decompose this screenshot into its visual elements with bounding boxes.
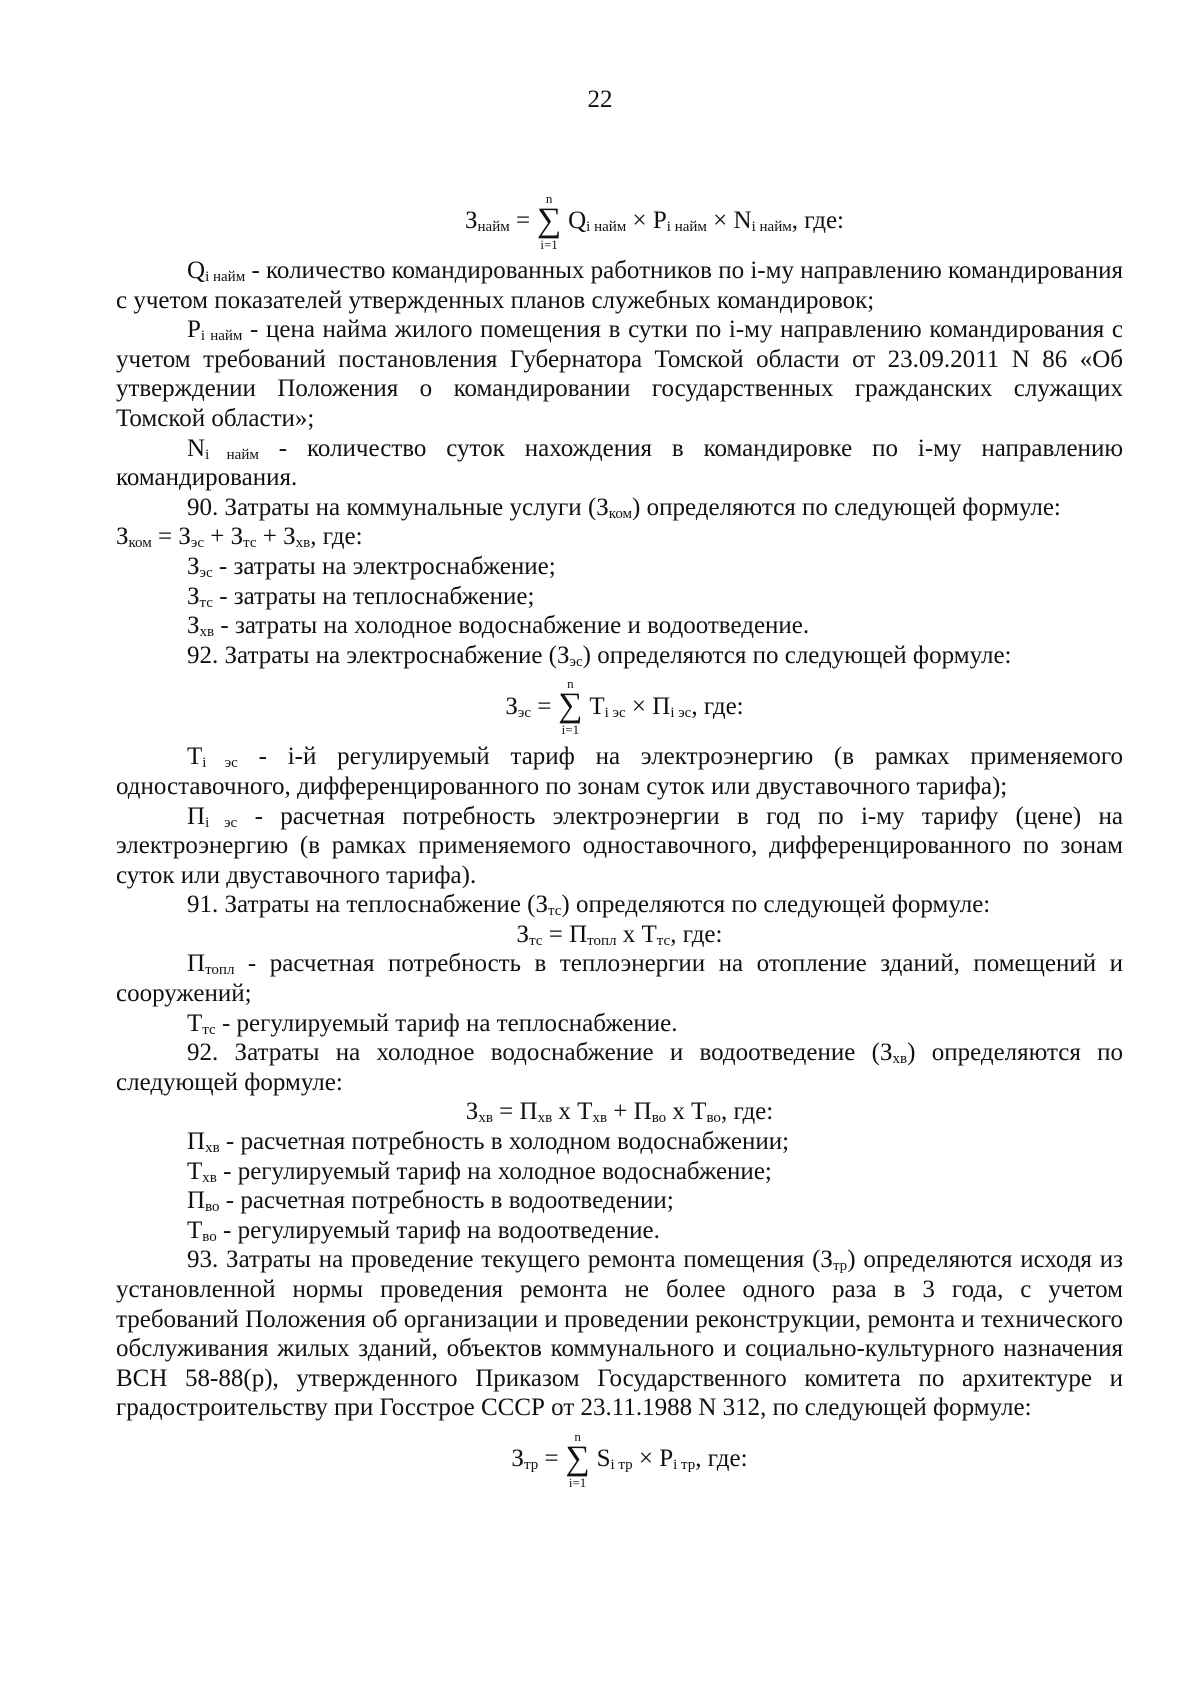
paragraph-92-electro: 92. Затраты на электроснабжение $(З_{эс})$ определяются по следующей формуле: [187, 641, 1012, 670]
def-t-es: $Т_{i эс} - i-й$ регулируемый тариф на электроэнергию (в рамках применяемого одноставочного, дифференцированного по зонам суток или двуставочного тарифа); [116, 743, 1123, 800]
formula-tr: $З_{тр}$ = n ∑ i=1 $S_{i тр} \times P_{i тр}$, где: [511, 1428, 748, 1490]
def-n-naim: $N_{i найм}$ - количество суток нахождения в командировке по i-му направлению командирования. [116, 434, 1123, 492]
def-z-ts: $З_{тс}$ - затраты на теплоснабжение; [187, 582, 535, 611]
def-p-topl: $П_{топл}$ - расчетная потребность в теплоэнергии на отопление зданий, помещений и сооружений; [116, 950, 1123, 1008]
formula-naim: $З_{найм}$ = n ∑ i=1 $Q_{i найм} \times P_{i найм} \times N_{i найм}$, где: [464, 191, 844, 252]
def-p-naim: $P_{i найм}$ - цена найма жилого помещения в сутки по i-му направлению командирования с учетом требований постановления Губернатора Томской области от 23.09.2011 N 86 «Об утверждении Положения о командировании государственных гражданских служащих Томской области»; [116, 316, 1124, 432]
formula-es: $З_{эс}$ = n ∑ i=1 $Т_{i эс} \times П_{i эс}$, где: [505, 676, 744, 738]
def-p-vo: $П_{во}$ - расчетная потребность в водоотведении; [187, 1187, 674, 1216]
sum-symbol: n ∑ i=1 [565, 1428, 590, 1490]
def-t-vo: $Т_{во}$ - регулируемый тариф на водоотведение. [187, 1216, 660, 1245]
def-q-naim: $Q_{i найм}$ - количество командированных работников по i-му направлению командирования с учетом показателей утвержденных планов служебных командировок; [116, 257, 1123, 314]
def-p-es: $П_{i эс}$ - расчетная потребность электроэнергии в год по i-му тарифу (цене) на электроэнергию (в рамках применяемого одноставочного, дифференцированного по зонам суток или двуставочного тарифа). [116, 802, 1124, 889]
page-number: 22 [587, 86, 613, 113]
def-z-es: $З_{эс}$ - затраты на электроснабжение; [187, 552, 556, 581]
formula-hv: $З_{хв} = П_{хв}$ х $Т_{хв} + П_{во}$ х $Т_{во}$, где: [465, 1098, 774, 1127]
paragraph-91: 91. Затраты на теплоснабжение $(З_{тс})$ определяются по следующей формуле: [187, 891, 991, 920]
formula-kom: $З_{ком} = З_{эс} + З_{тс} + З_{хв}$, где: [116, 523, 363, 552]
sum-symbol: n ∑ i=1 [536, 191, 562, 252]
def-p-hv: $П_{хв}$ - расчетная потребность в холодном водоснабжении; [187, 1128, 790, 1157]
def-z-hv: $З_{хв}$ - затраты на холодное водоснабжение и водоотведение. [187, 612, 810, 641]
def-t-ts: $Т_{тс}$ - регулируемый тариф на теплоснабжение. [187, 1009, 678, 1038]
formula-ts: $З_{тс} = П_{топл}$ х $Т_{тс}$, где: [516, 920, 723, 949]
paragraph-93: 93. Затраты на проведение текущего ремонта помещения $(З_{тр})$ определяются исходя из установленной нормы проведения ремонта не более одного раза в 3 года, с учетом требований Положения об организации и проведении реконструкции, ремонта и технического обслуживания жилых зданий, объектов коммунального и социально-культурного назначения ВСН 58-88(р), утвержденного Приказом Государственного комитета по архитектуре и градостроительству при Госстрое СССР от 23.11.1988 N 312, по следующей формуле: [116, 1246, 1123, 1422]
paragraph-90: 90. Затраты на коммунальные услуги $(З_{ком})$ определяются по следующей формуле: [187, 493, 1061, 522]
sum-symbol: n ∑ i=1 [558, 676, 583, 738]
document-body [116, 186, 1123, 1495]
def-t-hv: $Т_{хв}$ - регулируемый тариф на холодное водоснабжение; [187, 1157, 772, 1186]
paragraph-92-water: 92. Затраты на холодное водоснабжение и водоотведение $(З_{хв})$ определяются по следующей формуле: [116, 1039, 1123, 1096]
